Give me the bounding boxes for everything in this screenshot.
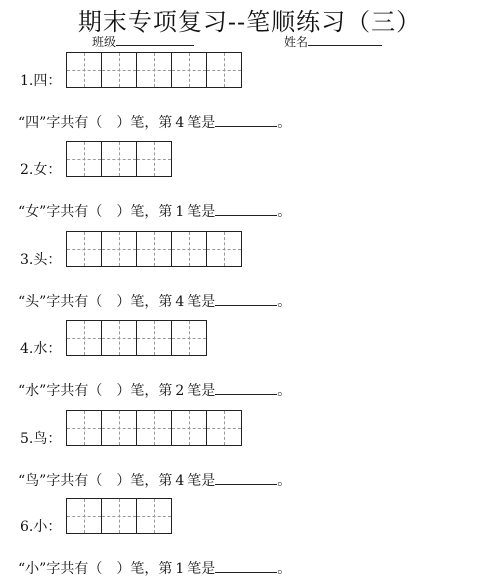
tian-grid-cell[interactable]: [136, 498, 172, 534]
page-title: 期末专项复习--笔顺练习（三）: [77, 8, 422, 36]
question-text: [18, 558, 291, 578]
stroke-number: 4: [175, 294, 185, 310]
tian-grid-cell[interactable]: [136, 231, 172, 267]
writing-grid: [66, 320, 206, 356]
name-field[interactable]: [284, 33, 382, 50]
answer-blank[interactable]: [215, 560, 277, 573]
tian-grid-cell[interactable]: [101, 231, 137, 267]
question-suffix: 笔是: [187, 204, 216, 220]
tian-grid-cell[interactable]: [136, 141, 172, 177]
tian-grid-cell[interactable]: [101, 141, 137, 177]
tian-grid-cell[interactable]: [206, 52, 242, 88]
tian-grid-cell[interactable]: [66, 231, 102, 267]
tian-grid-cell[interactable]: [171, 320, 207, 356]
tian-grid-cell[interactable]: [66, 52, 102, 88]
question-suffix: 笔是: [187, 115, 216, 131]
tian-grid-cell[interactable]: [66, 410, 102, 446]
stroke-number: 2: [175, 383, 185, 399]
question-text: [18, 201, 291, 221]
question-prefix: “水”字共有（ ）笔，第: [18, 383, 173, 399]
name-label: 姓名: [284, 35, 309, 49]
tian-grid-cell[interactable]: [206, 231, 242, 267]
class-blank[interactable]: [116, 33, 194, 46]
question-text: [18, 380, 291, 400]
answer-blank[interactable]: [215, 382, 277, 395]
tian-grid-cell[interactable]: [101, 52, 137, 88]
writing-grid: [66, 410, 241, 446]
tian-grid-cell[interactable]: [66, 141, 102, 177]
class-label: 班级: [92, 35, 117, 49]
answer-blank[interactable]: [215, 114, 277, 127]
question-prefix: “小”字共有（ ）笔，第: [18, 561, 173, 577]
tian-grid-cell[interactable]: [171, 52, 207, 88]
stroke-number: 4: [175, 115, 185, 131]
tian-grid-cell[interactable]: [66, 498, 102, 534]
stroke-number: 4: [175, 473, 185, 489]
tian-grid-cell[interactable]: [66, 320, 102, 356]
tian-grid-cell[interactable]: [136, 320, 172, 356]
question-suffix: 笔是: [187, 383, 216, 399]
tian-grid-cell[interactable]: [206, 410, 242, 446]
question-text: [18, 470, 291, 490]
exercise-label: 6.小：: [20, 519, 62, 535]
name-blank[interactable]: [308, 33, 382, 46]
question-suffix: 笔是: [187, 561, 216, 577]
tian-grid-cell[interactable]: [171, 410, 207, 446]
question-prefix: “鸟”字共有（ ）笔，第: [18, 473, 173, 489]
exercise-label: 5.鸟：: [20, 431, 62, 447]
question-end: 。: [277, 115, 292, 131]
exercise-label: 2.女：: [20, 162, 62, 178]
tian-grid-cell[interactable]: [136, 52, 172, 88]
question-suffix: 笔是: [187, 473, 216, 489]
writing-grid: [66, 231, 241, 267]
writing-grid: [66, 498, 171, 534]
question-prefix: “四”字共有（ ）笔，第: [18, 115, 173, 131]
tian-grid-cell[interactable]: [136, 410, 172, 446]
question-end: 。: [277, 561, 292, 577]
exercise-label: 1.四：: [20, 73, 62, 89]
stroke-number: 1: [175, 561, 185, 577]
question-suffix: 笔是: [187, 294, 216, 310]
question-end: 。: [277, 473, 292, 489]
question-end: 。: [277, 204, 292, 220]
tian-grid-cell[interactable]: [101, 410, 137, 446]
tian-grid-cell[interactable]: [171, 231, 207, 267]
exercise-label: 4.水：: [20, 341, 62, 357]
exercise-label: 3.头：: [20, 252, 62, 268]
answer-blank[interactable]: [215, 472, 277, 485]
tian-grid-cell[interactable]: [101, 498, 137, 534]
answer-blank[interactable]: [215, 203, 277, 216]
tian-grid-cell[interactable]: [101, 320, 137, 356]
stroke-number: 1: [175, 204, 185, 220]
question-end: 。: [277, 294, 292, 310]
question-prefix: “头”字共有（ ）笔，第: [18, 294, 173, 310]
question-end: 。: [277, 383, 292, 399]
question-prefix: “女”字共有（ ）笔，第: [18, 204, 173, 220]
answer-blank[interactable]: [215, 293, 277, 306]
writing-grid: [66, 141, 171, 177]
question-text: [18, 291, 291, 311]
question-text: [18, 112, 291, 132]
class-field[interactable]: [92, 33, 194, 50]
writing-grid: [66, 52, 241, 88]
